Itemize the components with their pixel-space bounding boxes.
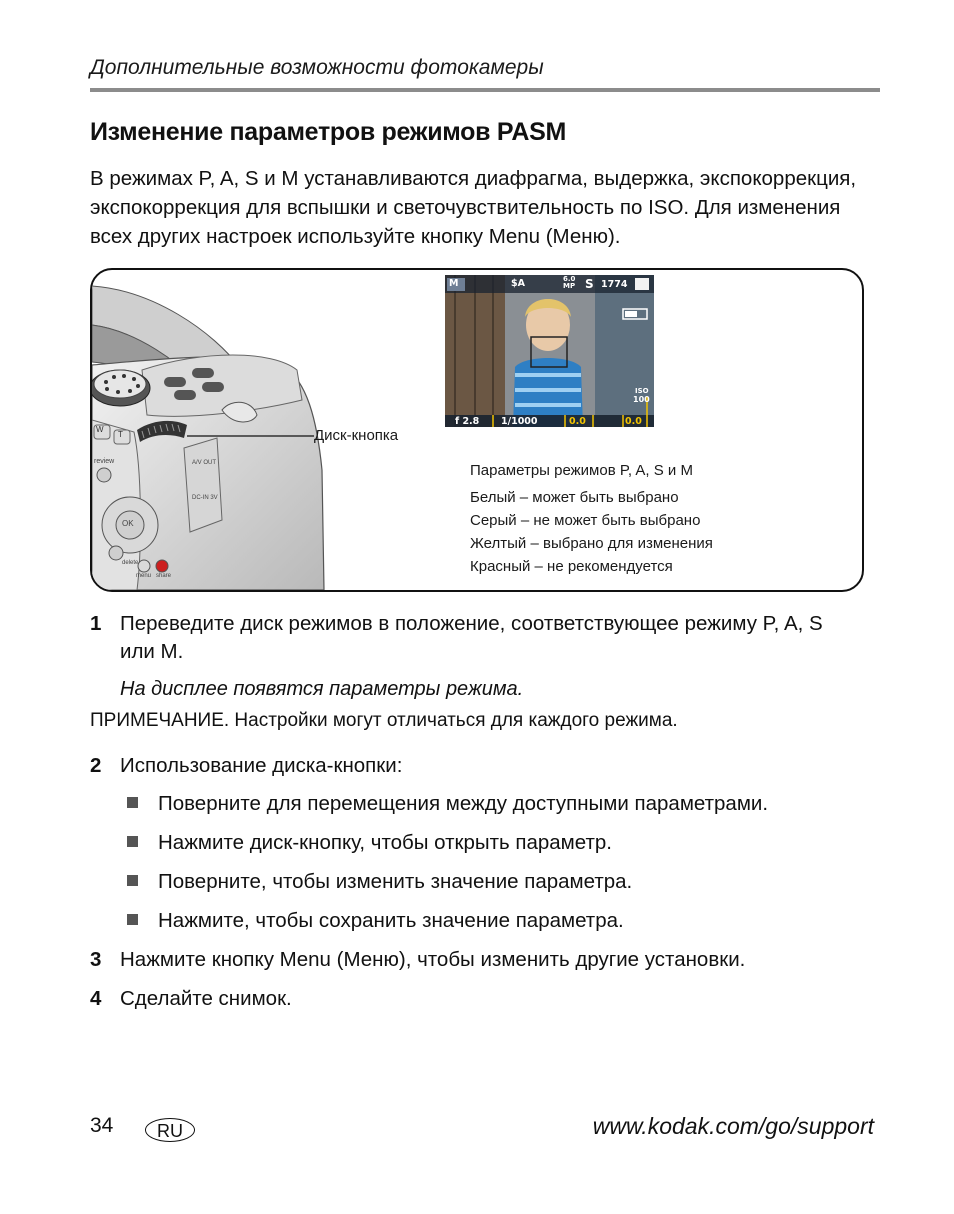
legend-red: Красный – не рекомендуется (470, 558, 673, 575)
av-out-label: A/V OUT (192, 460, 217, 466)
step-1-text-cont: или M. (120, 640, 184, 663)
step-1 (90, 612, 823, 636)
bullet-text: Нажмите, чтобы сохранить значение параметра. (158, 909, 624, 932)
legend-yellow: Желтый – выбрано для изменения (470, 535, 713, 552)
intro-line-3: всех других настроек используйте кнопку Menu (Меню). (90, 225, 621, 248)
step-3-text: Нажмите кнопку Menu (Меню), чтобы изменить другие установки. (120, 948, 746, 971)
lcd-megapixels: 6.0 MP (563, 275, 576, 290)
support-url[interactable]: www.kodak.com/go/support (592, 1113, 874, 1139)
bullet-square-icon (127, 914, 138, 925)
lcd-preview (445, 275, 654, 427)
bullet-square-icon (127, 797, 138, 808)
bullet-text: Поверните, чтобы изменить значение параметра. (158, 870, 633, 893)
legend-white: Белый – может быть выбрано (470, 489, 679, 506)
bullet-item (127, 792, 768, 816)
lcd-iso-value: 100 (633, 395, 650, 404)
menu-button-label: menu (136, 573, 152, 579)
bullet-item (127, 870, 632, 894)
language-badge: RU (145, 1118, 195, 1142)
page-title: Изменение параметров режимов PASM (90, 118, 567, 146)
note: ПРИМЕЧАНИЕ. Настройки могут отличаться для каждого режима. (90, 710, 678, 731)
intro-paragraph (90, 164, 890, 251)
step-3 (90, 948, 745, 972)
intro-line-2: экспокоррекция для вспышки и светочувствительность по ISO. Для изменения (90, 196, 841, 219)
bullet-square-icon (127, 875, 138, 886)
figure-panel (90, 268, 864, 592)
lcd-flash-comp: 0.0 (625, 416, 642, 427)
lcd-quality: S (585, 277, 594, 291)
step-2-text: Использование диска-кнопки: (120, 754, 403, 777)
delete-button-label: delete (122, 560, 139, 566)
step-4-text: Сделайте снимок. (120, 987, 292, 1010)
page-number: 34 (90, 1114, 114, 1137)
step-2 (90, 754, 402, 778)
step-2-number: 2 (90, 754, 102, 777)
dial-button-label: Диск-кнопка (314, 427, 399, 444)
step-1-number: 1 (90, 612, 102, 635)
lcd-flash-indicator: $A (511, 278, 525, 289)
zoom-w-label: W (96, 425, 104, 434)
zoom-t-label: T (118, 430, 123, 439)
header-rule (90, 88, 880, 92)
step-1-result: На дисплее появятся параметры режима. (120, 678, 524, 700)
bullet-item (127, 909, 624, 933)
bullet-text: Поверните для перемещения между доступными параметрами. (158, 792, 769, 815)
bullet-square-icon (127, 836, 138, 847)
step-4 (90, 987, 292, 1011)
lcd-shutter: 1/1000 (501, 416, 538, 427)
bullet-text: Нажмите диск-кнопку, чтобы открыть параметр. (158, 831, 612, 854)
step-3-number: 3 (90, 948, 102, 971)
review-button-label: review (94, 458, 115, 465)
bullet-item (127, 831, 612, 855)
lcd-picture-count: 1774 (601, 279, 628, 290)
legend-gray: Серый – не может быть выбрано (470, 512, 701, 529)
intro-line-1: В режимах P, A, S и M устанавливаются диафрагма, выдержка, экспокоррекция, (90, 167, 857, 190)
lcd-iso-label: ISO (635, 387, 649, 395)
step-1-text: Переведите диск режимов в положение, соответствующее режиму P, A, S (120, 612, 823, 635)
dc-in-label: DC-IN 3V (192, 495, 218, 501)
share-button-label: share (156, 573, 172, 579)
ok-button-label: OK (122, 519, 134, 528)
lcd-photo (445, 275, 654, 427)
lcd-aperture: f 2.8 (455, 416, 480, 427)
step-4-number: 4 (90, 987, 102, 1010)
lcd-mode-indicator: M (449, 278, 459, 289)
lcd-exposure-comp: 0.0 (569, 416, 586, 427)
legend-title: Параметры режимов P, A, S и M (470, 462, 693, 479)
running-header: Дополнительные возможности фотокамеры (90, 56, 544, 79)
